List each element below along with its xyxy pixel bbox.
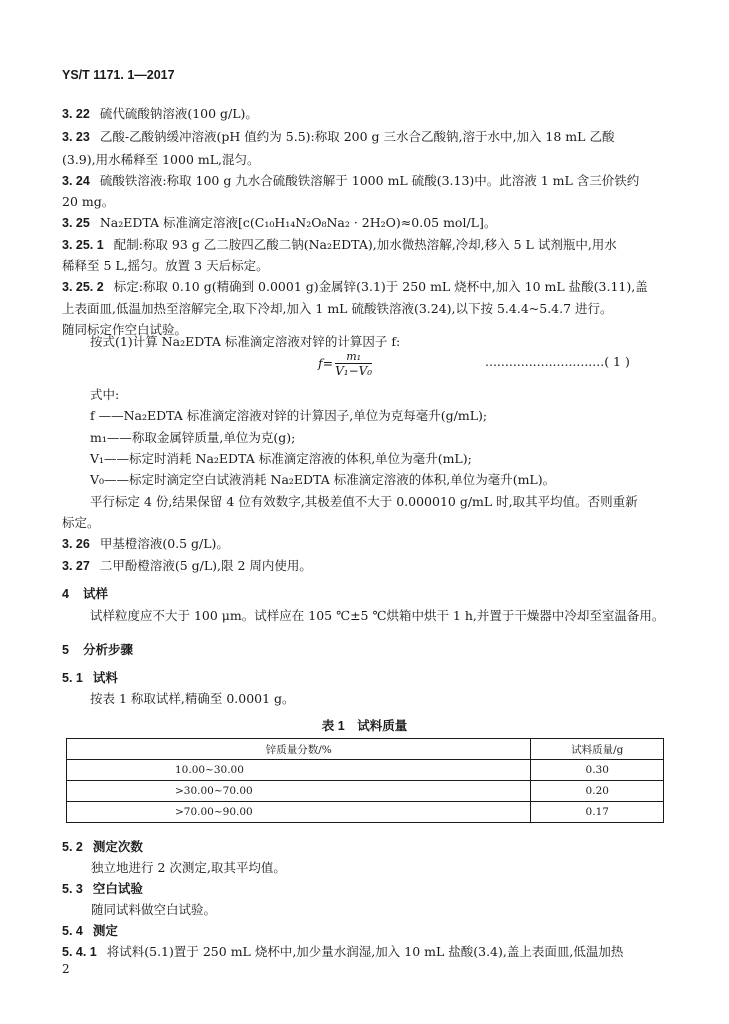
formula-leader-dots: ..............................: [485, 354, 605, 369]
definition-m1: m₁——称取金属锌质量,单位为克(g);: [90, 430, 296, 445]
formula-1: [318, 350, 372, 378]
subsection-5-4-heading: [62, 921, 118, 939]
subsection-5-2-text: 独立地进行 2 次测定,取其平均值。: [91, 860, 286, 875]
parallel-calibration: 平行标定 4 份,结果保留 4 位有效数字,其极差值不大于 0.000010 g/mL 时,取其平均值。否则重新: [90, 494, 638, 509]
section-number: 5: [62, 643, 69, 657]
section-number: 4: [62, 587, 69, 601]
clause-text: 硫酸铁溶液:称取 100 g 九水合硫酸铁溶解于 1000 mL 硫酸(3.13)中。此溶液 1 mL 含三价铁约: [99, 173, 640, 188]
formula-denominator: V₁−V₀: [335, 364, 373, 378]
clause-3-25-1: [62, 235, 617, 253]
clause-3-23: [62, 127, 614, 145]
section-4-heading: [62, 584, 108, 602]
clause-3-25-2-cont1: 上表面皿,低温加热至溶解完全,取下冷却,加入 1 mL 硫酸铁溶液(3.24),以下按 5.4.4~5.4.7 进行。: [62, 301, 613, 316]
subsection-5-1-text: 按表 1 称取试样,精确至 0.0001 g。: [90, 691, 295, 706]
table-header-row: [67, 739, 664, 760]
sample-text: 试样粒度应不大于 100 μm。试样应在 105 ℃±5 ℃烘箱中烘干 1 h,并置于干燥器中冷却至室温备用。: [90, 608, 665, 623]
table-cell: >70.00~90.00: [67, 802, 531, 823]
clause-3-22: [62, 104, 258, 122]
clause-number: 3. 27: [62, 559, 90, 573]
table-cell: 0.17: [531, 802, 664, 823]
subsection-title: 空白试验: [92, 882, 143, 896]
clause-number: 3. 25. 1: [62, 238, 104, 252]
clause-3-26: [62, 534, 229, 552]
subsection-title: 测定次数: [92, 840, 143, 854]
section-5-heading: [62, 640, 133, 658]
clause-3-24: [62, 171, 639, 189]
definition-v1: V₁——标定时消耗 Na₂EDTA 标准滴定溶液的体积,单位为毫升(mL);: [90, 451, 472, 466]
formula-label: ( 1 ): [604, 354, 630, 369]
subsection-number: 5. 4: [62, 924, 83, 938]
where-label: 式中:: [90, 387, 120, 402]
subsection-5-3-heading: [62, 879, 143, 897]
table-cell: 10.00~30.00: [67, 760, 531, 781]
subsection-number: 5. 1: [62, 671, 83, 685]
clause-3-25: [62, 213, 496, 231]
clause-text: 配制:称取 93 g 乙二胺四乙酸二钠(Na₂EDTA),加水微热溶解,冷却,移入 5 L 试剂瓶中,用水: [113, 237, 617, 252]
clause-text: 标定:称取 0.10 g(精确到 0.0001 g)金属锌(3.1)于 250 mL 烧杯中,加入 10 mL 盐酸(3.11),盖: [113, 279, 648, 294]
clause-number: 3. 23: [62, 130, 90, 144]
definition-f: f ——Na₂EDTA 标准滴定溶液对锌的计算因子,单位为克每毫升(g/mL);: [90, 408, 488, 423]
section-title: 试样: [82, 587, 108, 601]
table-row: [67, 781, 664, 802]
subsection-5-2-heading: [62, 837, 143, 855]
clause-3-24-cont: 20 mg。: [62, 194, 115, 209]
clause-number: 3. 25: [62, 216, 90, 230]
page-number: 2: [62, 962, 70, 976]
standard-id: YS/T 1171. 1—2017: [62, 68, 175, 82]
clause-text: 将试料(5.1)置于 250 mL 烧杯中,加少量水润湿,加入 10 mL 盐酸(3.4),盖上表面皿,低温加热: [106, 944, 624, 959]
subsection-title: 试料: [92, 671, 118, 685]
subsection-title: 测定: [92, 924, 118, 938]
formula-fraction: [335, 350, 372, 378]
section-title: 分析步骤: [82, 643, 133, 657]
subsection-5-1-heading: [62, 668, 118, 686]
clause-3-25-2: [62, 277, 648, 295]
definition-v0: V₀——标定时滴定空白试液消耗 Na₂EDTA 标准滴定溶液的体积,单位为毫升(mL)。: [90, 472, 556, 487]
clause-number: 5. 4. 1: [62, 945, 97, 959]
formula-numerator: m₁: [335, 350, 372, 364]
table-header-sample-mass: 试料质量/g: [531, 739, 664, 760]
clause-text: 二甲酚橙溶液(5 g/L),限 2 周内使用。: [99, 558, 312, 573]
clause-number: 3. 24: [62, 174, 90, 188]
clause-5-4-1: [62, 942, 623, 960]
clause-3-25-2-cont2: 随同标定作空白试验。: [62, 322, 188, 337]
table-header-zinc-fraction: 锌质量分数/%: [67, 739, 531, 760]
table-cell: 0.30: [531, 760, 664, 781]
clause-number: 3. 22: [62, 107, 90, 121]
subsection-5-3-text: 随同试料做空白试验。: [91, 902, 217, 917]
clause-text: 乙酸-乙酸钠缓冲溶液(pH 值约为 5.5):称取 200 g 三水合乙酸钠,溶于水中,加入 18 mL 乙酸: [99, 129, 615, 144]
parallel-calibration-cont: 标定。: [62, 515, 100, 530]
table-cell: 0.20: [531, 781, 664, 802]
sample-mass-table: [66, 738, 664, 823]
clause-3-23-cont: (3.9),用水稀释至 1000 mL,混匀。: [62, 152, 260, 167]
formula-number: [485, 354, 630, 369]
clause-text: 硫代硫酸钠溶液(100 g/L)。: [99, 106, 258, 121]
table-cell: >30.00~70.00: [67, 781, 531, 802]
table-1-caption: 表 1 试料质量: [321, 719, 408, 733]
table-row: [67, 802, 664, 823]
clause-text: 甲基橙溶液(0.5 g/L)。: [99, 536, 229, 551]
subsection-number: 5. 2: [62, 840, 83, 854]
clause-text: Na₂EDTA 标准滴定溶液[c(C₁₀H₁₄N₂O₈Na₂ · 2H₂O)≈0.05 mol/L]。: [99, 215, 497, 230]
formula-intro: 按式(1)计算 Na₂EDTA 标准滴定溶液对锌的计算因子 f:: [90, 334, 401, 349]
clause-number: 3. 26: [62, 537, 90, 551]
clause-3-27: [62, 556, 312, 574]
clause-number: 3. 25. 2: [62, 280, 104, 294]
table-row: [67, 760, 664, 781]
subsection-number: 5. 3: [62, 882, 83, 896]
clause-3-25-1-cont: 稀释至 5 L,摇匀。放置 3 天后标定。: [62, 258, 269, 273]
formula-lhs: f=: [318, 355, 334, 371]
